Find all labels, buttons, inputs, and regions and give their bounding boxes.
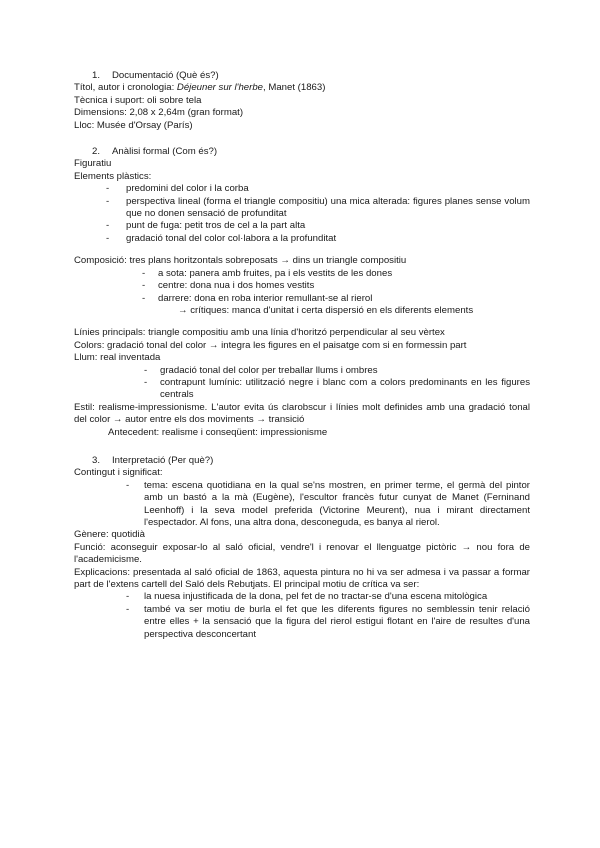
style-paragraph: Estil: realisme-impressionisme. L'autor evita ús clarobscur i línies molt definides amb una gradació tonal del color → autor entre els dos moviments → transició <box>74 401 530 426</box>
light-line: Llum: real inventada <box>74 352 161 364</box>
title-label: Títol, autor i cronologia: <box>74 82 177 94</box>
list-item-text: predomini del color i la corba <box>126 183 249 195</box>
content-label: Contingut i significat: <box>74 467 163 479</box>
section-heading-interpretacio <box>74 455 530 467</box>
section-number: 3. <box>92 454 101 466</box>
bullet: - <box>144 376 148 388</box>
main-lines-line: Línies principals: triangle compositiu amb una línia d'horitzó perpendicular al seu vèrtex <box>74 327 445 339</box>
bullet: - <box>106 195 110 207</box>
bullet: - <box>106 220 110 232</box>
bullet: - <box>126 479 130 491</box>
list-item-text: gradació tonal del color per treballar llums i ombres <box>160 364 378 376</box>
document-page <box>74 70 530 641</box>
list-item-text: centre: dona nua i dos homes vestits <box>158 280 315 292</box>
location-line: Lloc: Musée d'Orsay (París) <box>74 119 193 131</box>
list-item-text: la nuesa injustificada de la dona, pel fet de no tractar-se d'una escena mitològica <box>144 591 488 603</box>
list-item-text: gradació tonal del color col·labora a la profunditat <box>126 232 337 244</box>
figurative-line: Figuratiu <box>74 158 112 170</box>
section-title: Anàlisi formal (Com és?) <box>112 146 218 158</box>
list-item <box>74 183 530 195</box>
section-number: 1. <box>92 70 101 81</box>
title-line <box>74 82 530 94</box>
bullet: - <box>126 591 130 603</box>
list-item <box>74 365 530 377</box>
list-item <box>74 268 530 280</box>
explanations-paragraph: Explicacions: presentada al saló oficial de 1863, aquesta pintura no hi va ser admesa i va passar a formar part de l'extens cartell del Saló dels Rebutjats. El principal motiu de crítica va ser: <box>74 566 530 591</box>
section-heading-analisi <box>74 146 530 158</box>
list-item <box>74 377 530 402</box>
critiques-line: → crítiques: manca d'unitat i certa dispersió en els diferents elements <box>178 304 474 316</box>
list-item <box>74 220 530 232</box>
elements-label: Elements plàstics: <box>74 170 152 182</box>
section-title: Interpretació (Per què?) <box>112 454 214 466</box>
bullet: - <box>142 292 146 304</box>
antecedent-line: Antecedent: realisme i conseqüent: impressionisme <box>108 426 328 438</box>
bullet: - <box>144 364 148 376</box>
list-item <box>74 480 530 530</box>
list-item-text: a sota: panera amb fruites, pa i els vestits de les dones <box>158 267 393 279</box>
list-item <box>74 604 530 641</box>
function-paragraph: Funció: aconseguir exposar-lo al saló oficial, vendre'l i renovar el llenguatge pictòric → nou fora de l'academicisme. <box>74 541 530 566</box>
list-item <box>74 591 530 603</box>
list-item-text: punt de fuga: petit tros de cel a la part alta <box>126 220 306 232</box>
work-title: Déjeuner sur l'herbe <box>176 82 264 94</box>
list-item <box>74 293 530 305</box>
title-rest: , Manet (1863) <box>263 82 326 94</box>
list-item <box>74 196 530 221</box>
list-item-text: perspectiva lineal (forma el triangle compositiu) una mica alterada: figures planes sense volum que no donen sensació de profunditat <box>126 195 530 220</box>
genre-line: Gènere: quotidià <box>74 529 145 541</box>
technique-line: Tècnica i suport: oli sobre tela <box>74 94 202 106</box>
section-number: 2. <box>92 146 101 158</box>
list-item-text: darrere: dona en roba interior remullant-se al rierol <box>158 292 373 304</box>
list-item <box>74 280 530 292</box>
bullet: - <box>142 280 146 292</box>
list-item-text: també va ser motiu de burla el fet que les diferents figures no semblessin tenir relació entre elles + la sensació que la figura del rierol estigui flotant en l'aire de resultes d'una perspectiva desconcertant <box>144 603 530 640</box>
list-item <box>74 233 530 245</box>
bullet: - <box>126 603 130 615</box>
composition-line: Composició: tres plans horitzontals sobreposats → dins un triangle compositiu <box>74 255 407 267</box>
bullet: - <box>106 232 110 244</box>
theme-text: tema: escena quotidiana en la qual se'ns mostren, en primer terme, el germà del pintor amb un bastó a la mà (Eugène), l'escultor francès futur cunyat de Manet (Ferninand Leenhoff) i la seva model preferida (Victorine Meurent), nua i mirant directament l'espectador. Al fons, una altra dona, desconeguda, es banya al rierol. <box>144 479 530 528</box>
colors-line: Colors: gradació tonal del color → integra les figures en el paisatge com si en formessin part <box>74 339 467 351</box>
list-item-text: contrapunt lumínic: utilització negre i blanc com a colors predominants en les figures centrals <box>160 376 530 401</box>
bullet: - <box>142 267 146 279</box>
bullet: - <box>106 183 110 195</box>
dimensions-line: Dimensions: 2,08 x 2,64m (gran format) <box>74 107 244 119</box>
section-title: Documentació (Què és?) <box>112 70 219 81</box>
section-heading-documentacio <box>74 70 530 82</box>
